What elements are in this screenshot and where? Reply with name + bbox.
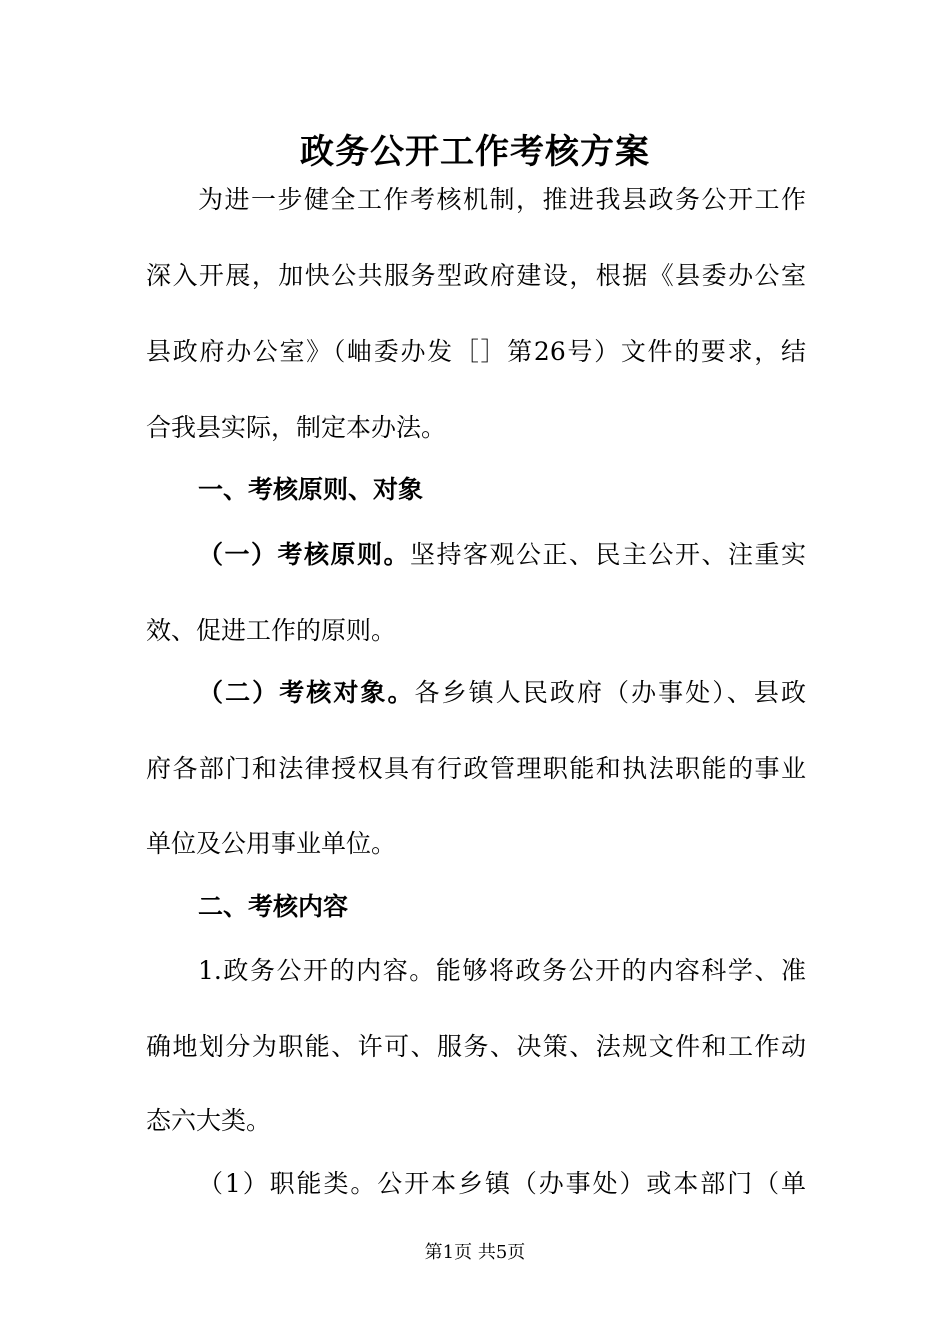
section1-item1-lead: （一）考核原则。 [198,540,410,569]
section2-item1-line-1: 1.政务公开的内容。能够将政务公开的内容科学、准 [198,956,806,985]
document-title: 政务公开工作考核方案 [300,132,650,172]
section2-item1-line-2: 确地划分为职能、许可、服务、决策、法规文件和工作动 [146,1032,806,1061]
section1-item1-text: 坚持客观公正、民主公开、注重实 [410,540,806,569]
intro-line-4: 合我县实际，制定本办法。 [146,413,447,442]
section1-heading: 一、考核原则、对象 [198,475,424,504]
section1-item1-line-2: 效、促进工作的原则。 [146,616,397,645]
section2-heading: 二、考核内容 [198,892,349,921]
section1-item1-line-1 [198,535,806,575]
section1-item2-line-1 [198,673,806,713]
intro-line-2: 深入开展，加快公共服务型政府建设，根据《县委办公室 [146,261,806,290]
page-footer: 第1页 共5页 [424,1242,526,1263]
section1-item2-line-2: 府各部门和法律授权具有行政管理职能和执法职能的事业 [146,754,806,783]
section1-item2-lead: （二）考核对象。 [198,678,415,707]
section1-item2-text: 各乡镇人民政府（办事处）、县政 [414,678,806,707]
section1-item2-line-3: 单位及公用事业单位。 [146,829,397,858]
intro-line-3: 县政府办公室》（岫委办发［］第26号）文件的要求，结 [146,337,806,366]
intro-line-1: 为进一步健全工作考核机制，推进我县政务公开工作 [198,185,806,214]
section2-sub1-line-1: （1）职能类。公开本乡镇（办事处）或本部门（单 [198,1169,806,1198]
section2-item1-line-3: 态六大类。 [146,1106,272,1135]
